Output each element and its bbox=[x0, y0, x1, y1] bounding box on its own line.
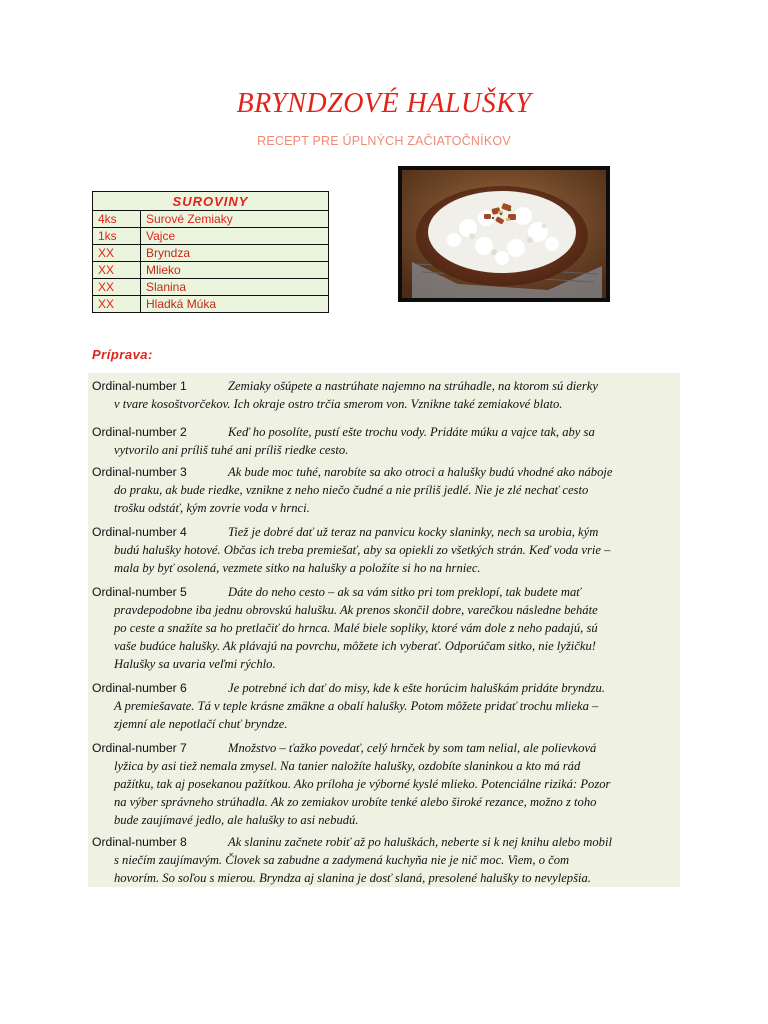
preparation-step bbox=[92, 739, 676, 829]
step-text-line: Ak bude moc tuhé, narobíte sa ako otroci a halušky budú vhodné ako náboje bbox=[228, 465, 613, 479]
ingredient-qty: 4ks bbox=[93, 211, 141, 228]
step-text-line: na výber správneho strúhadla. Ak zo zemiakov urobíte tenké alebo široké rezance, možno z toho bbox=[114, 795, 597, 809]
table-row bbox=[93, 228, 329, 245]
step-text-line: Halušky sa uvaria veľmi rýchlo. bbox=[114, 657, 276, 671]
step-text-line: mala by byť osolená, vezmete sitko na halušky a položíte si ho na hrniec. bbox=[114, 561, 481, 575]
step-text-line: s niečím zaujímavým. Človek sa zabudne a zadymená kuchyňa nie je nič moc. Viem, o čom bbox=[114, 853, 570, 867]
step-number-label: Ordinal-number 2 bbox=[92, 425, 187, 439]
preparation-step bbox=[92, 463, 676, 517]
step-text-line: Zemiaky ošúpete a nastrúhate najemno na strúhadle, na ktorom sú dierky bbox=[228, 379, 598, 393]
step-text-line: hovorím. So soľou s mierou. Bryndza aj slanina je dosť slaná, presolené halušky to nevylepšia. bbox=[114, 871, 591, 885]
step-number-label: Ordinal-number 7 bbox=[92, 741, 187, 755]
step-text-line: pažítku, tak aj posekanou pažítkou. Ako príloha je výborné kyslé mlieko. Potenciálne riziká: Pozor bbox=[114, 777, 611, 791]
step-text-line: Ak slaninu začnete robiť až po haluškách, neberte si k nej knihu alebo mobil bbox=[228, 835, 612, 849]
table-row bbox=[93, 296, 329, 313]
ingredient-qty: XX bbox=[93, 296, 141, 313]
dish-photo bbox=[398, 166, 610, 302]
ingredient-name: Mlieko bbox=[141, 262, 329, 279]
ingredient-qty: XX bbox=[93, 262, 141, 279]
table-row bbox=[93, 211, 329, 228]
step-number-label: Ordinal-number 4 bbox=[92, 525, 187, 539]
step-number-label: Ordinal-number 8 bbox=[92, 835, 187, 849]
step-text-line: Dáte do neho cesto – ak sa vám sitko pri tom preklopí, tak budete mať bbox=[228, 585, 581, 599]
page-title: BRYNDZOVÉ HALUŠKY bbox=[236, 88, 532, 119]
ingredient-name: Surové Zemiaky bbox=[141, 211, 329, 228]
ingredient-qty: XX bbox=[93, 245, 141, 262]
preparation-step bbox=[92, 583, 676, 673]
step-text-line: vaše budúce halušky. Ak plávajú na povrchu, môžete ich vyberať. Odporúčam sitko, nie lyžičku! bbox=[114, 639, 596, 653]
ingredient-qty: 1ks bbox=[93, 228, 141, 245]
step-text-line: Je potrebné ich dať do misy, kde k ešte horúcim haluškám pridáte bryndzu. bbox=[228, 681, 605, 695]
ingredient-name: Slanina bbox=[141, 279, 329, 296]
page-subtitle: RECEPT PRE ÚPLNÝCH ZAČIATOČNÍKOV bbox=[257, 134, 511, 148]
step-text-line: Keď ho posolíte, pustí ešte trochu vody. Pridáte múku a vajce tak, aby sa bbox=[228, 425, 595, 439]
ingredient-name: Bryndza bbox=[141, 245, 329, 262]
step-text-line: trošku odstáť, kým zovrie voda v hrnci. bbox=[114, 501, 310, 515]
step-number-label: Ordinal-number 3 bbox=[92, 465, 187, 479]
ingredients-table bbox=[92, 191, 329, 313]
preparation-step bbox=[92, 679, 676, 733]
step-number-label: Ordinal-number 5 bbox=[92, 585, 187, 599]
preparation-steps bbox=[88, 373, 680, 887]
ingredient-name: Hladká Múka bbox=[141, 296, 329, 313]
step-text-line: A premiešavate. Tá v teple krásne zmäkne a obalí halušky. Potom môžete pridať trochu mlieka – bbox=[114, 699, 599, 713]
step-text-line: Množstvo – ťažko povedať, celý hrnček by som tam nelial, ale polievková bbox=[228, 741, 597, 755]
table-row bbox=[93, 262, 329, 279]
table-row bbox=[93, 245, 329, 262]
ingredient-qty: XX bbox=[93, 279, 141, 296]
preparation-step bbox=[92, 523, 676, 577]
step-text-line: zjemní ale nepotlačí chuť bryndze. bbox=[114, 717, 288, 731]
step-text-line: vytvorilo ani príliš tuhé ani príliš riedke cesto. bbox=[114, 443, 349, 457]
step-text-line: do praku, ak bude riedke, vznikne z neho niečo čudné a nie príliš jedlé. Nie je zlé nechať cesto bbox=[114, 483, 589, 497]
step-number-label: Ordinal-number 1 bbox=[92, 379, 187, 393]
ingredient-name: Vajce bbox=[141, 228, 329, 245]
ingredients-header: SUROVINY bbox=[93, 192, 329, 211]
step-text-line: budú halušky hotové. Občas ich treba premiešať, aby sa opiekli zo všetkých strán. Keď voda vrie – bbox=[114, 543, 611, 557]
step-text-line: v tvare kosoštvorčekov. Ich okraje ostro trčia smerom von. Vznikne také zemiakové blato. bbox=[114, 397, 563, 411]
step-text-line: pravdepodobne iba jednu obrovskú halušku. Ak prenos skončil dobre, varečkou následne beháte bbox=[114, 603, 598, 617]
step-text-line: Tiež je dobré dať už teraz na panvicu kocky slaninky, nech sa urobia, kým bbox=[228, 525, 599, 539]
step-text-line: po ceste a snažíte sa ho pretlačiť do hrnca. Malé biele sopliky, ktoré vám dole z neho padajú, sú bbox=[114, 621, 598, 635]
preparation-step bbox=[92, 833, 676, 887]
preparation-step bbox=[92, 423, 676, 459]
preparation-step bbox=[92, 377, 676, 413]
preparation-heading: Príprava: bbox=[92, 347, 153, 362]
step-number-label: Ordinal-number 6 bbox=[92, 681, 187, 695]
step-text-line: bude zaujímavé jedlo, ale halušky to asi nebudú. bbox=[114, 813, 359, 827]
table-row bbox=[93, 279, 329, 296]
step-text-line: lyžica by asi tiež nemala zmysel. Na tanier naložíte halušky, ozdobíte slaninkou a kto má rád bbox=[114, 759, 581, 773]
